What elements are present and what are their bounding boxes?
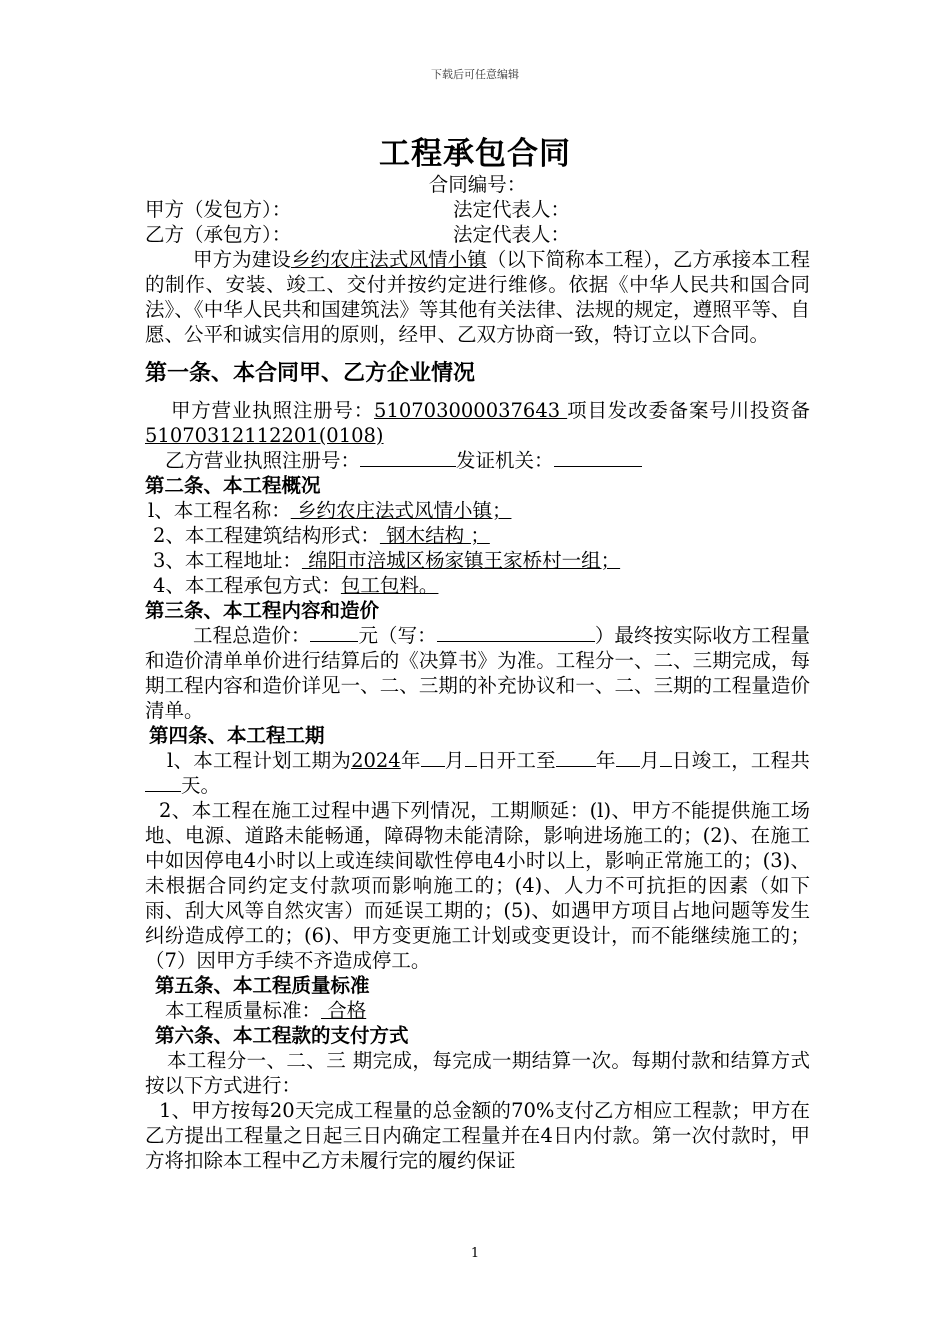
structure-label: 2、本工程建筑结构形式： xyxy=(153,524,380,547)
article-2-heading: 第二条、本工程概况 xyxy=(145,474,321,497)
project-name-value: 乡约农庄法式风情小镇； xyxy=(290,499,512,522)
contract-mode-row xyxy=(145,573,810,598)
price-amount-blank xyxy=(310,623,358,642)
payment-paragraph-1: 本工程分一、二、三 期完成，每完成一期结算一次。每期付款和结算方式按以下方式进行： xyxy=(145,1049,810,1097)
end-day-blank xyxy=(660,748,672,767)
schedule-text-e: 年 xyxy=(595,749,616,772)
schedule-text-c: 月 xyxy=(444,749,465,772)
intro-paragraph xyxy=(145,247,810,347)
start-day-blank xyxy=(465,748,477,767)
schedule-text-d: 日开工至 xyxy=(476,749,556,772)
contract-mode-label: 4、本工程承包方式： xyxy=(153,574,341,597)
price-label: 工程总造价： xyxy=(193,624,311,647)
schedule-text-a: l、本工程计划工期为 xyxy=(167,749,352,772)
article-3-heading: 第三条、本工程内容和造价 xyxy=(145,599,380,622)
article-5-heading: 第五条、本工程质量标准 xyxy=(155,974,370,997)
intro-before: 甲方为建设 xyxy=(193,248,291,271)
party-b-reg-blank xyxy=(360,448,456,467)
quality-row xyxy=(145,998,810,1023)
quality-label: 本工程质量标准： xyxy=(165,999,322,1022)
payment-paragraph-2: 1、甲方按每20天完成工程量的总金额的70%支付乙方相应工程款；甲方在乙方提出工程量之日起三日内确定工程量并在4日内付款。第一次付款时，甲方将扣除本工程中乙方未履行完的履约保证 xyxy=(145,1099,810,1172)
project-name-row xyxy=(145,498,810,523)
address-row xyxy=(145,548,810,573)
total-days-blank xyxy=(145,773,181,792)
intro-project-name: 乡约农庄法式风情小镇 xyxy=(290,248,487,271)
address-label: 3、本工程地址： xyxy=(153,549,302,572)
schedule-text-g: 日竣工，工程共 xyxy=(671,749,810,772)
price-close: ）最终按实际收方工程量和造价清单单价进行结算后的《决算书》为准。工程分一、二、三期完成，每期工程内容和造价详见一、二、三期的补充协议和一、二、三期的工程量造价清单。 xyxy=(145,624,810,722)
start-month-blank xyxy=(421,748,445,767)
party-b-rep-label: 法定代表人： xyxy=(453,223,571,246)
project-name-label: l、本工程名称： xyxy=(148,499,291,522)
price-words-blank xyxy=(437,623,595,642)
price-paragraph xyxy=(145,623,810,723)
party-b-registration xyxy=(145,448,810,473)
schedule-year: 2024 xyxy=(351,749,401,772)
article-1-heading: 第一条、本合同甲、乙方企业情况 xyxy=(145,360,476,386)
schedule-text-b: 年 xyxy=(400,749,421,772)
party-a-reg-label: 甲方营业执照注册号： xyxy=(171,399,375,422)
party-b-issuer-label: 发证机关： xyxy=(456,449,554,472)
price-yuan: 元（写： xyxy=(358,624,437,647)
schedule-text-f: 月 xyxy=(639,749,660,772)
article-4-heading: 第四条、本工程工期 xyxy=(149,724,325,747)
structure-value: 钢木结构 ； xyxy=(379,524,490,547)
schedule-text-h: 天。 xyxy=(181,774,221,797)
page-header-note: 下载后可任意编辑 xyxy=(431,68,519,81)
quality-value: 合格 xyxy=(321,999,367,1022)
contract-number-label: 合同编号： xyxy=(428,173,527,196)
end-month-blank xyxy=(616,748,640,767)
structure-row xyxy=(145,523,810,548)
page-number: 1 xyxy=(470,1246,480,1261)
party-a-rep-label: 法定代表人： xyxy=(453,198,571,221)
party-b-row xyxy=(145,222,810,247)
contract-mode-value: 包工包料。 xyxy=(340,574,439,597)
party-a-registration xyxy=(145,398,810,448)
address-value: 绵阳市涪城区杨家镇王家桥村一组； xyxy=(301,549,621,572)
end-year-blank xyxy=(556,748,596,767)
party-a-filing-label: 项目发改委备案号川投资备 xyxy=(567,399,810,422)
party-b-issuer-blank xyxy=(554,448,642,467)
page-title: 工程承包合同 xyxy=(379,136,571,172)
schedule-paragraph xyxy=(145,748,810,798)
intro-after: （以下简称本工程），乙方承接本工程的制作、安装、竣工、交付并按约定进行维修。依据《中华人民共和国合同法》、《中华人民共和国建筑法》等其他有关法律、法规的规定，遵照平等、自愿、公平和诚实信用的原则，经甲、乙双方协商一致，特订立以下合同。 xyxy=(145,248,810,346)
party-b-reg-label: 乙方营业执照注册号： xyxy=(165,449,361,472)
delay-paragraph: 2、本工程在施工过程中遇下列情况，工期顺延：(l)、甲方不能提供施工场地、电源、道路未能畅通，障碍物未能清除，影响进场施工的；(2)、在施工中如因停电4小时以上或连续间歇性停电4小时以上，影响正常施工的；(3)、未根据合同约定支付款项而影响施工的；(4)、人力不可抗拒的因素（如下雨、刮大风等自然灾害）而延误工期的；(5)、如遇甲方项目占地问题等发生纠纷造成停工的；(6)、甲方变更施工计划或变更设计，而不能继续施工的；（7）因甲方手续不齐造成停工。 xyxy=(145,799,810,972)
contract-body xyxy=(145,172,810,1173)
party-a-label: 甲方（发包方）： xyxy=(145,198,292,221)
party-a-filing-value: 51070312112201(0108) xyxy=(145,424,384,447)
party-a-reg-value: 510703000037643 xyxy=(374,399,568,422)
party-b-label: 乙方（承包方）： xyxy=(145,223,292,246)
article-6-heading: 第六条、本工程款的支付方式 xyxy=(155,1024,409,1047)
party-a-row xyxy=(145,197,810,222)
